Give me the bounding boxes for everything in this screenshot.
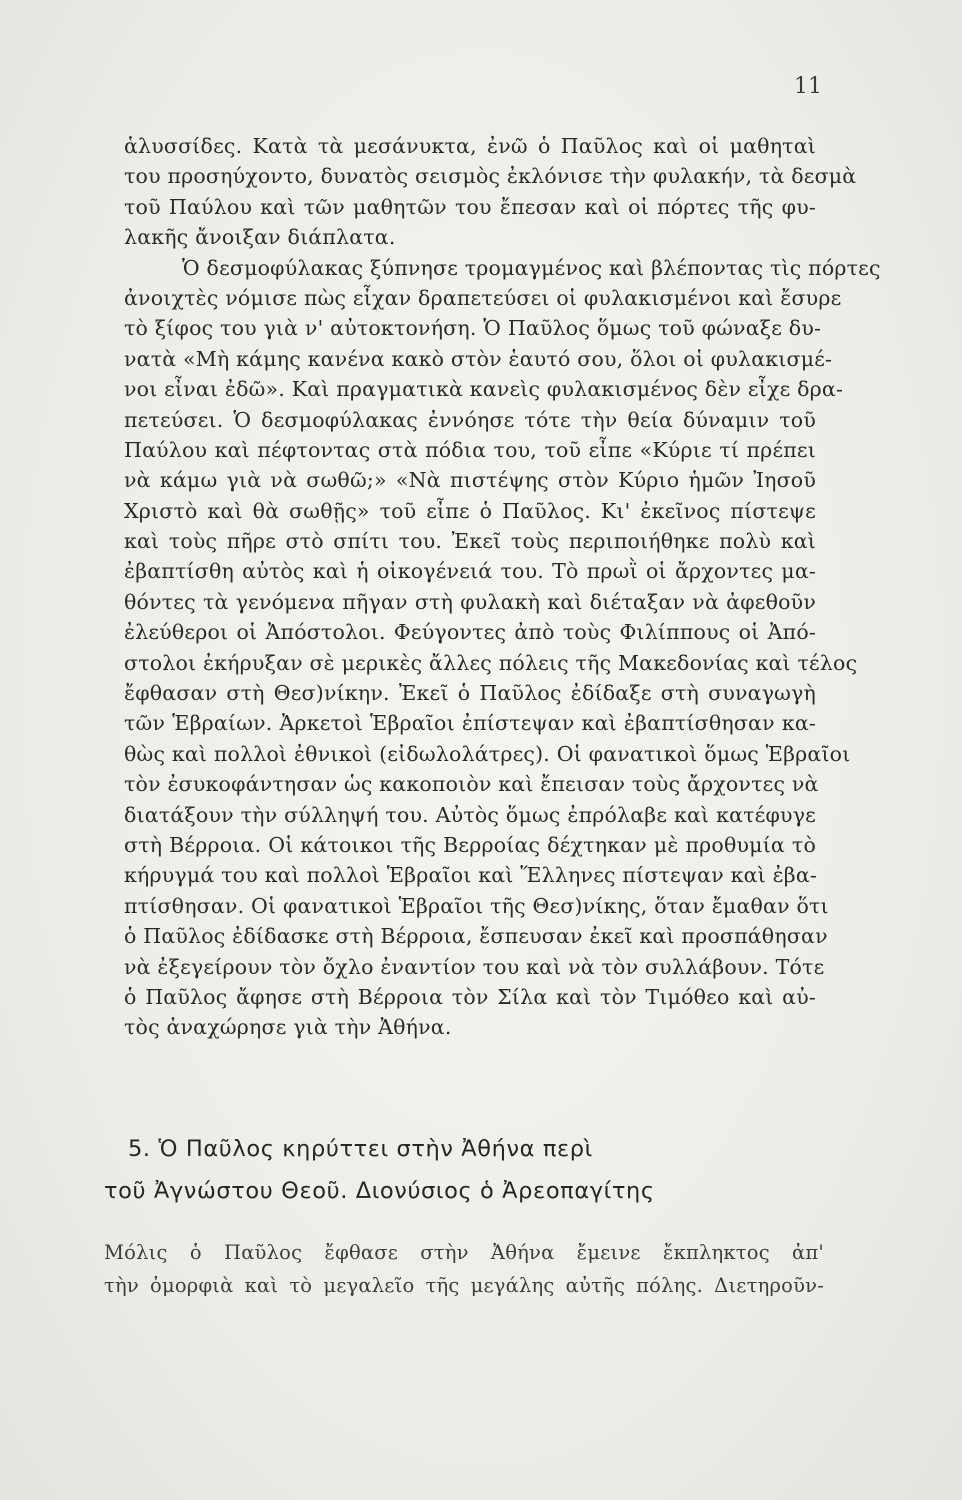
text-line: Χριστὸ καὶ θὰ σωθῇς» τοῦ εἶπε ὁ Παῦλος. Κι' ἐκεῖνος πίστεψε xyxy=(124,498,816,523)
text-line: ἁλυσσίδες. Κατὰ τὰ μεσάνυκτα, ἐνῶ ὁ Παῦλος καὶ οἱ μαθηταὶ xyxy=(124,134,816,158)
text-line: θὼς καὶ πολλοὶ ἐθνικοὶ (εἰδωλολάτρες). Οἱ φανατικοὶ ὅμως Ἑβραῖοι xyxy=(124,741,851,766)
text-line: νὰ κάμω γιὰ νὰ σωθῶ;» «Νὰ πιστέψης στὸν Κύριο ἡμῶν Ἰησοῦ xyxy=(124,468,816,493)
text-line: στὴ Βέρροια. Οἱ κάτοικοι τῆς Βερροίας δέχτηκαν μὲ προθυμία τὸ xyxy=(124,832,816,857)
text-line: Ὁ δεσμοφύλακας ξύπνησε τρομαγμένος καὶ βλέποντας τὶς πόρτες xyxy=(182,255,881,280)
text-line: του προσηύχοντο, δυνατὸς σεισμὸς ἐκλόνισε τὴν φυλακήν, τὰ δεσμὰ xyxy=(124,164,857,189)
body-paragraphs xyxy=(124,131,881,1043)
section-title-line-2: τοῦ Ἀγνώστου Θεοῦ. Διονύσιος ὁ Ἀρεοπαγίτης xyxy=(104,1178,655,1204)
text-line: ὁ Παῦλος ἄφησε στὴ Βέρροια τὸν Σίλα καὶ τὸν Τιμόθεο καὶ αὐ- xyxy=(124,984,816,1009)
text-line: διατάξουν τὴν σύλληψή του. Αὐτὸς ὅμως ἐπρόλαβε καὶ κατέφυγε xyxy=(124,802,816,827)
text-line: νὰ ἐξεγείρουν τὸν ὄχλο ἐναντίον του καὶ νὰ τὸν συλλάβουν. Τότε xyxy=(124,954,825,979)
section-heading xyxy=(90,1128,870,1212)
text-line: κήρυγμά του καὶ πολλοὶ Ἑβραῖοι καὶ Ἕλληνες πίστεψαν καὶ ἐβα- xyxy=(124,863,818,888)
text-line: τὸ ξίφος του γιὰ ν' αὐτοκτονήση. Ὁ Παῦλος ὅμως τοῦ φώναξε δυ- xyxy=(124,316,822,341)
text-line: Μόλις ὁ Παῦλος ἔφθασε στὴν Ἀθήνα ἔμεινε ἔκπληκτος ἀπ' xyxy=(104,1241,824,1264)
text-line: Παύλου καὶ πέφτοντας στὰ πόδια του, τοῦ εἶπε «Κύριε τί πρέπει xyxy=(124,437,816,462)
text-line: λακῆς ἄνοιξαν διάπλατα. xyxy=(124,225,396,250)
text-line: νοι εἶναι ἐδῶ». Καὶ πραγματικὰ κανεὶς φυλακισμένος δὲν εἶχε δρα- xyxy=(124,377,844,402)
text-line: ἔφθασαν στὴ Θεσ)νίκην. Ἐκεῖ ὁ Παῦλος ἐδίδαξε στὴ συναγωγὴ xyxy=(124,681,816,706)
text-line: τῶν Ἑβραίων. Ἀρκετοὶ Ἑβραῖοι ἐπίστεψαν καὶ ἐβαπτίσθησαν κα- xyxy=(124,711,816,736)
section-title-line-1: 5. Ὁ Παῦλος κηρύττει στὴν Ἀθήνα περὶ xyxy=(128,1136,593,1162)
text-line: στολοι ἐκήρυξαν σὲ μερικὲς ἄλλες πόλεις τῆς Μακεδονίας καὶ τέλος xyxy=(124,650,858,675)
text-line: ὁ Παῦλος ἐδίδασκε στὴ Βέρροια, ἔσπευσαν ἐκεῖ καὶ προσπάθησαν xyxy=(124,924,828,949)
section-opening-paragraph xyxy=(104,1236,824,1302)
text-line: τὸν ἐσυκοφάντησαν ὡς κακοποιὸν καὶ ἔπεισαν τοὺς ἄρχοντες νὰ xyxy=(124,772,819,797)
text-line: ἐλεύθεροι οἱ Ἀπόστολοι. Φεύγοντες ἀπὸ τοὺς Φιλίππους οἱ Ἀπό- xyxy=(124,620,816,645)
text-line: τοῦ Παύλου καὶ τῶν μαθητῶν του ἔπεσαν καὶ οἱ πόρτες τῆς φυ- xyxy=(124,194,816,219)
text-line: θόντες τὰ γενόμενα πῆγαν στὴ φυλακὴ καὶ διέταξαν νὰ ἀφεθοῦν xyxy=(124,589,816,614)
text-line: τὸς ἀναχώρησε γιὰ τὴν Ἀθήνα. xyxy=(124,1015,452,1040)
text-line: ἐβαπτίσθη αὐτὸς καὶ ἡ οἰκογένειά του. Τὸ πρωῒ οἱ ἄρχοντες μα- xyxy=(124,559,816,584)
text-line: πετεύσει. Ὁ δεσμοφύλακας ἐννόησε τότε τὴν θεία δύναμιν τοῦ xyxy=(124,407,816,432)
text-line: ἀνοιχτὲς νόμισε πὼς εἶχαν δραπετεύσει οἱ φυλακισμένοι καὶ ἔσυρε xyxy=(124,285,842,310)
text-line: τὴν ὀμορφιὰ καὶ τὸ μεγαλεῖο τῆς μεγάλης αὐτῆς πόλης. Διετηροῦν- xyxy=(104,1274,824,1297)
text-line: καὶ τοὺς πῆρε στὸ σπίτι του. Ἐκεῖ τοὺς περιποιήθηκε πολὺ καὶ xyxy=(124,529,816,554)
page-number: 11 xyxy=(794,74,822,99)
text-line: νατὰ «Μὴ κάμης κανένα κακὸ στὸν ἑαυτό σου, ὅλοι οἱ φυλακισμέ- xyxy=(124,346,833,371)
text-line: πτίσθησαν. Οἱ φανατικοὶ Ἑβραῖοι τῆς Θεσ)νίκης, ὅταν ἔμαθαν ὅτι xyxy=(124,893,829,918)
